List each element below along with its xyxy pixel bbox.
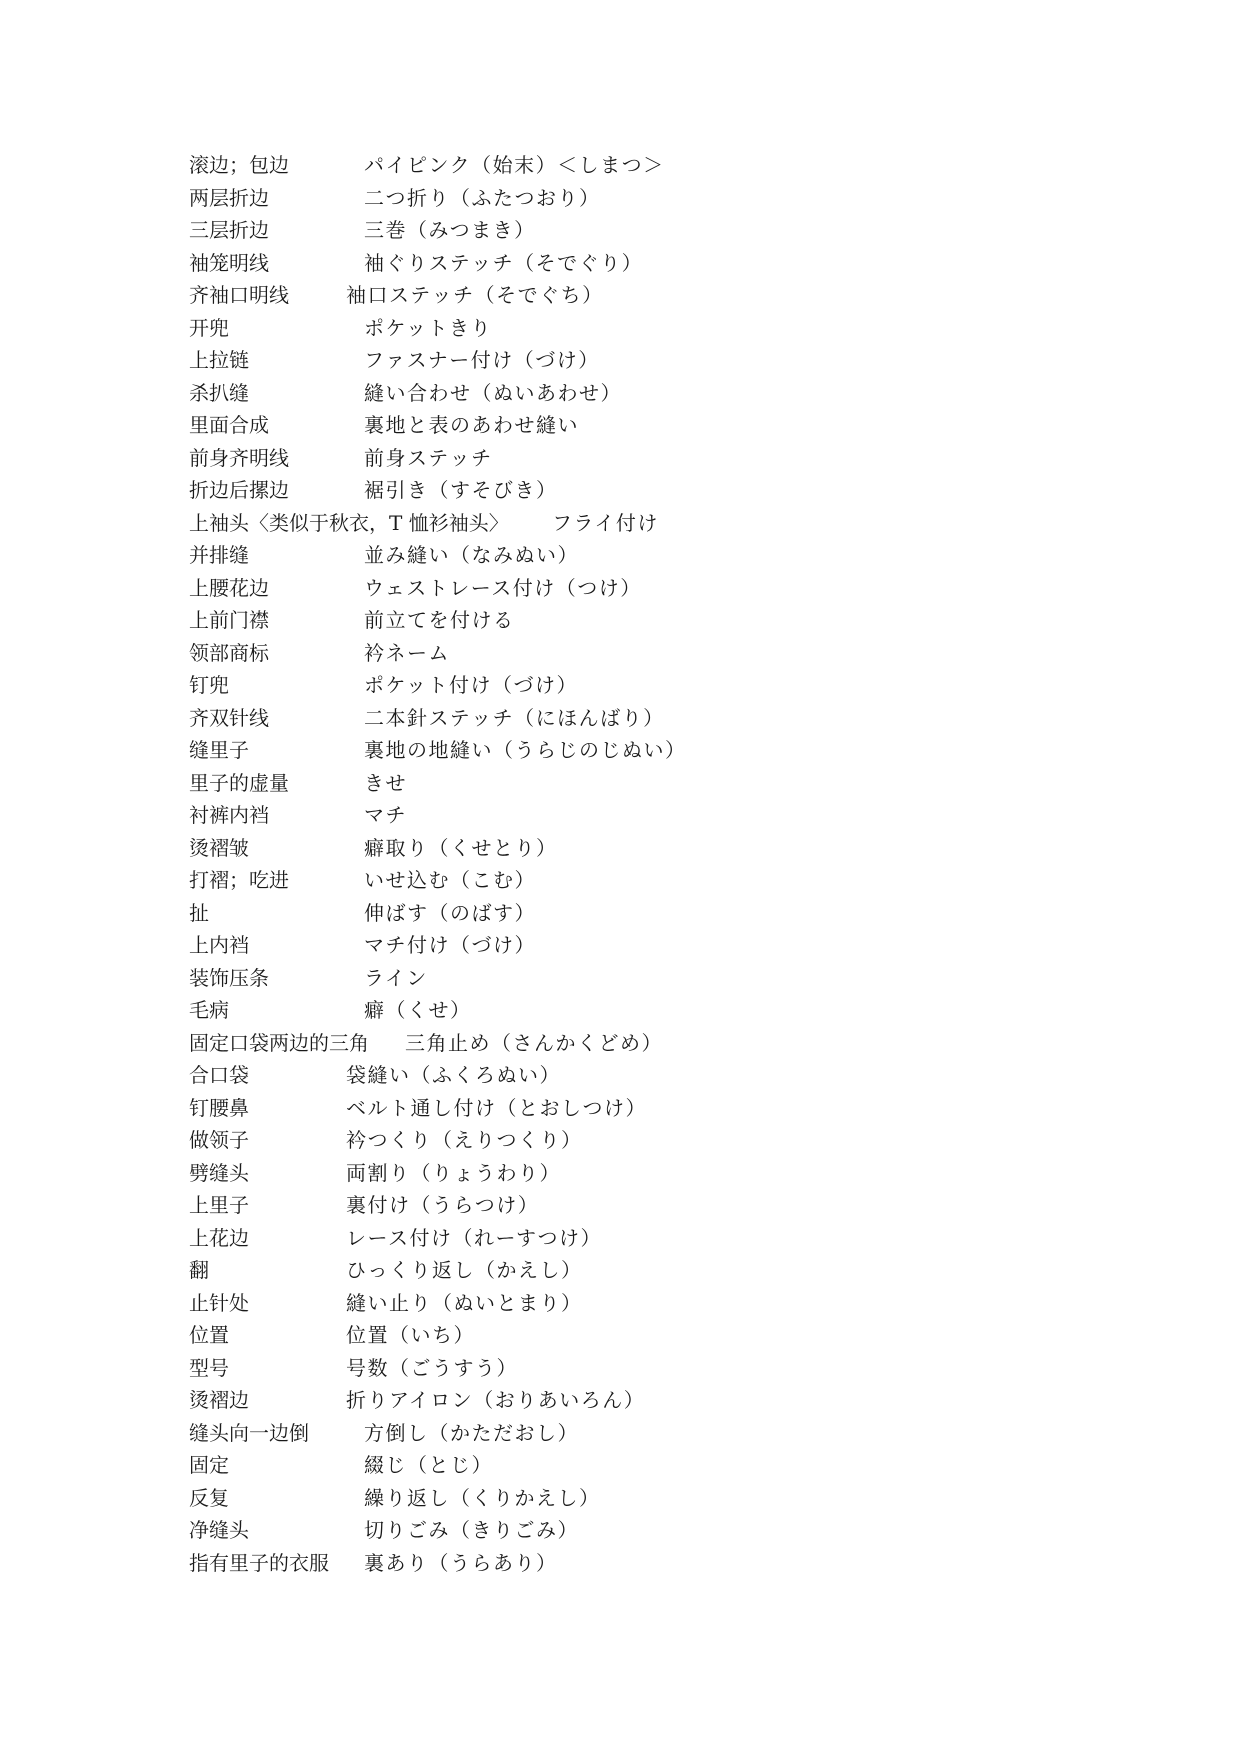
japanese-term: パイピンク（始末）＜しまつ＞ [364, 153, 665, 177]
japanese-term: きせ [364, 770, 407, 795]
glossary-entry [189, 507, 1089, 540]
glossary-entry [189, 1124, 1089, 1157]
chinese-term: 止针处 [189, 1290, 249, 1315]
japanese-term: 袖口ステッチ（そでぐち） [346, 283, 604, 307]
glossary-entry [189, 312, 1089, 345]
glossary-entry [189, 344, 1089, 377]
glossary-entry [189, 929, 1089, 962]
japanese-term: ポケット付け（づけ） [364, 673, 578, 697]
glossary-entry [189, 409, 1089, 442]
glossary-entry [189, 864, 1089, 897]
glossary-entry [189, 1482, 1089, 1515]
japanese-term: 縫い止り（ぬいとまり） [346, 1290, 583, 1315]
glossary-entry [189, 1254, 1089, 1287]
japanese-term: マチ [364, 803, 407, 827]
chinese-term: 固定口袋两边的三角 [189, 1030, 369, 1055]
chinese-term: 两层折边 [189, 185, 269, 210]
glossary-entry [189, 832, 1089, 865]
chinese-term: 前身齐明线 [189, 445, 289, 470]
japanese-term: 裏あり（うらあり） [364, 1550, 558, 1575]
japanese-term: ウェストレース付け（つけ） [364, 575, 642, 600]
glossary-entry [189, 539, 1089, 572]
glossary-entry [189, 442, 1089, 475]
japanese-term: 裏地と表のあわせ縫い [364, 413, 579, 437]
japanese-term: マチ付け（づけ） [364, 933, 536, 957]
glossary-entry [189, 1189, 1089, 1222]
chinese-term: 上内裆 [189, 933, 249, 957]
glossary-entry [189, 377, 1089, 410]
sewing-term-glossary [189, 149, 1089, 1579]
japanese-term: 裏付け（うらつけ） [346, 1193, 540, 1217]
chinese-term: 开兜 [189, 315, 229, 340]
chinese-term: 袖笼明线 [189, 250, 269, 275]
glossary-entry [189, 1287, 1089, 1320]
chinese-term: 折边后摞边 [189, 478, 289, 502]
japanese-term: ライン [364, 965, 428, 990]
japanese-term: 前身ステッチ [364, 445, 493, 470]
glossary-entry [189, 1417, 1089, 1450]
japanese-term: 裏地の地縫い（うらじのじぬい） [364, 738, 687, 762]
glossary-entry [189, 214, 1089, 247]
chinese-term: 型号 [189, 1355, 229, 1380]
glossary-entry [189, 734, 1089, 767]
chinese-term: 上袖头〈类似于秋衣，T 恤衫袖头〉 [189, 510, 509, 535]
glossary-entry [189, 604, 1089, 637]
japanese-term: 折りアイロン（おりあいろん） [346, 1388, 646, 1412]
chinese-term: 上里子 [189, 1193, 249, 1217]
chinese-term: 净缝头 [189, 1518, 249, 1542]
japanese-term: 二本針ステッチ（にほんばり） [364, 705, 665, 730]
glossary-entry [189, 1157, 1089, 1190]
chinese-term: 缝里子 [189, 738, 249, 762]
glossary-entry [189, 279, 1089, 312]
chinese-term: 劈缝头 [189, 1160, 249, 1185]
chinese-term: 翻 [189, 1258, 209, 1282]
japanese-term: 三巻（みつまき） [364, 218, 536, 242]
chinese-term: 齐袖口明线 [189, 283, 289, 307]
glossary-entry [189, 572, 1089, 605]
japanese-term: フライ付け [552, 510, 659, 535]
chinese-term: 钉兜 [189, 673, 229, 697]
chinese-term: 烫褶边 [189, 1388, 249, 1412]
japanese-term: ファスナー付け（づけ） [364, 348, 600, 372]
glossary-entry [189, 702, 1089, 735]
japanese-term: ベルト通し付け（とおしつけ） [346, 1095, 647, 1120]
chinese-term: 上腰花边 [189, 575, 269, 600]
japanese-term: ひっくり返し（かえし） [346, 1258, 583, 1282]
chinese-term: 扯 [189, 900, 209, 925]
japanese-term: 繰り返し（くりかえし） [364, 1485, 601, 1510]
japanese-term: 号数（ごうすう） [346, 1355, 518, 1380]
glossary-entry [189, 799, 1089, 832]
chinese-term: 三层折边 [189, 218, 269, 242]
japanese-term: 袖ぐりステッチ（そでぐり） [364, 250, 644, 275]
glossary-entry [189, 897, 1089, 930]
glossary-entry [189, 474, 1089, 507]
japanese-term: 位置（いち） [346, 1323, 475, 1347]
glossary-entry [189, 1319, 1089, 1352]
chinese-term: 上花边 [189, 1225, 249, 1250]
glossary-entry [189, 669, 1089, 702]
chinese-term: 固定 [189, 1453, 229, 1477]
glossary-entry [189, 182, 1089, 215]
japanese-term: 綴じ（とじ） [364, 1453, 493, 1477]
japanese-term: 切りごみ（きりごみ） [364, 1518, 579, 1542]
chinese-term: 领部商标 [189, 640, 269, 665]
chinese-term: 衬裤内裆 [189, 803, 269, 827]
glossary-entry [189, 1059, 1089, 1092]
chinese-term: 钉腰鼻 [189, 1095, 249, 1120]
glossary-entry [189, 962, 1089, 995]
chinese-term: 杀扒缝 [189, 380, 249, 405]
glossary-entry [189, 1222, 1089, 1255]
chinese-term: 上拉链 [189, 348, 249, 372]
japanese-term: 前立てを付ける [364, 608, 515, 632]
chinese-term: 烫褶皱 [189, 835, 249, 860]
japanese-term: いせ込む（こむ） [364, 868, 536, 892]
japanese-term: ポケットきり [364, 315, 492, 340]
glossary-entry [189, 1449, 1089, 1482]
japanese-term: 癖（くせ） [364, 998, 472, 1022]
glossary-entry [189, 247, 1089, 280]
chinese-term: 位置 [189, 1323, 229, 1347]
glossary-entry [189, 767, 1089, 800]
japanese-term: 三角止め（さんかくどめ） [405, 1030, 663, 1055]
chinese-term: 指有里子的衣服 [189, 1550, 329, 1575]
japanese-term: レース付け（れーすつけ） [346, 1225, 602, 1250]
japanese-term: 縫い合わせ（ぬいあわせ） [364, 380, 622, 405]
japanese-term: 方倒し（かただおし） [364, 1420, 579, 1445]
chinese-term: 里子的虚量 [189, 770, 289, 795]
japanese-term: 癖取り（くせとり） [364, 835, 558, 860]
chinese-term: 并排缝 [189, 543, 249, 567]
glossary-entry [189, 637, 1089, 670]
japanese-term: 並み縫い（なみぬい） [364, 543, 579, 567]
glossary-entry [189, 1027, 1089, 1060]
glossary-entry [189, 149, 1089, 182]
chinese-term: 里面合成 [189, 413, 269, 437]
glossary-entry [189, 1092, 1089, 1125]
chinese-term: 缝头向一边倒 [189, 1420, 309, 1445]
japanese-term: 裾引き（すそびき） [364, 478, 558, 502]
chinese-term: 合口袋 [189, 1063, 249, 1087]
japanese-term: 袋縫い（ふくろぬい） [346, 1063, 561, 1087]
japanese-term: 伸ばす（のばす） [364, 900, 536, 925]
japanese-term: 両割り（りょうわり） [346, 1160, 561, 1185]
chinese-term: 齐双针线 [189, 705, 269, 730]
chinese-term: 装饰压条 [189, 965, 269, 990]
japanese-term: 衿つくり（えりつくり） [346, 1128, 583, 1152]
glossary-entry [189, 994, 1089, 1027]
chinese-term: 毛病 [189, 998, 229, 1022]
chinese-term: 做领子 [189, 1128, 249, 1152]
chinese-term: 上前门襟 [189, 608, 269, 632]
chinese-term: 打褶；吃进 [189, 868, 289, 892]
glossary-entry [189, 1352, 1089, 1385]
japanese-term: 衿ネーム [364, 640, 450, 665]
chinese-term: 滚边；包边 [189, 153, 289, 177]
japanese-term: 二つ折り（ふたつおり） [364, 185, 601, 210]
glossary-entry [189, 1384, 1089, 1417]
glossary-entry [189, 1547, 1089, 1580]
glossary-entry [189, 1514, 1089, 1547]
chinese-term: 反复 [189, 1485, 229, 1510]
